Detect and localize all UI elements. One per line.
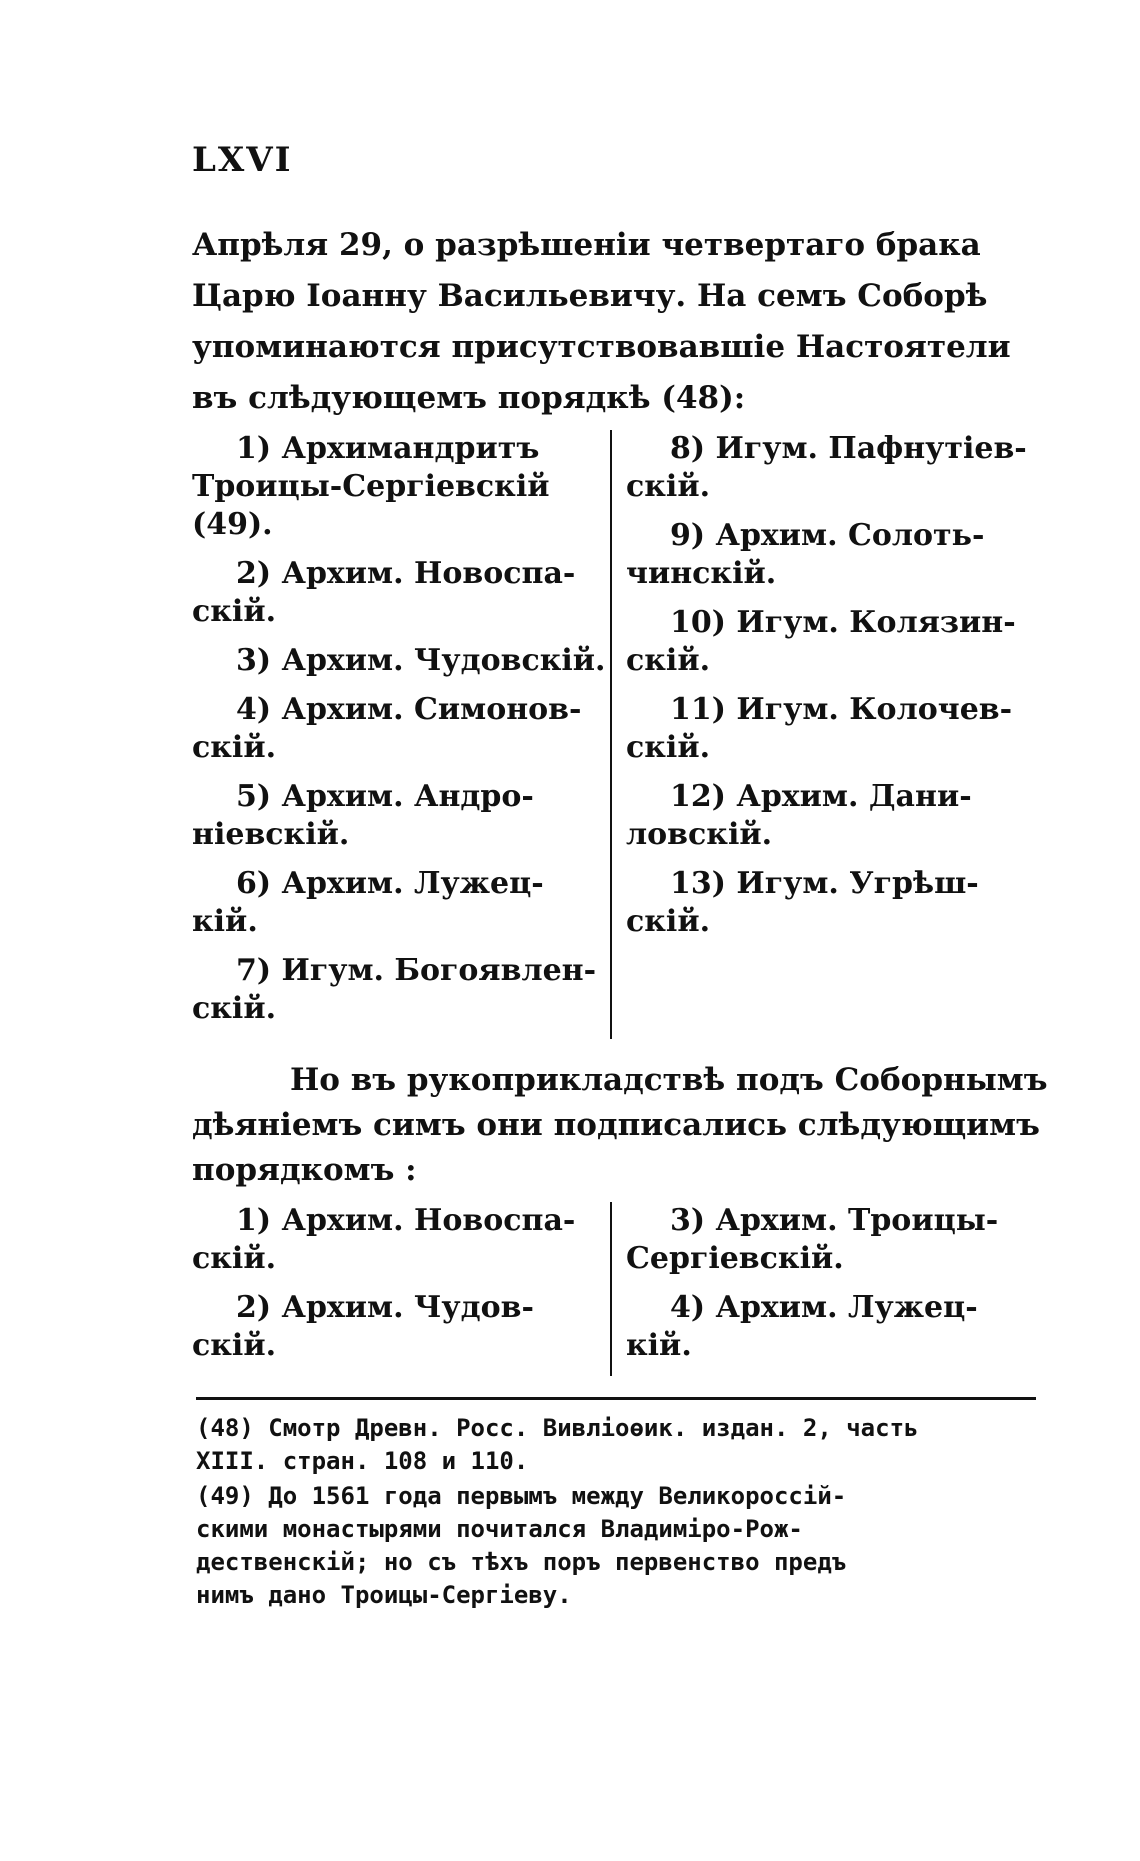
list-item-line: чинскій.: [626, 556, 777, 591]
list-item: [626, 1202, 1034, 1278]
list-item-line: Сергіевскій.: [626, 1241, 844, 1276]
footnotes: [196, 1412, 1046, 1614]
list-item-line: кій.: [192, 904, 258, 939]
list-item: [192, 865, 602, 941]
list-item: [192, 778, 602, 854]
list-item-line: скій.: [192, 1241, 277, 1276]
list-item-line: скій.: [192, 991, 277, 1026]
list-item: [626, 604, 1034, 680]
list-item-line: 11) Игум. Колочев-: [670, 692, 1013, 727]
list-item: [626, 517, 1034, 593]
list-item-line: ловскій.: [626, 817, 773, 852]
second-list: [192, 1202, 1034, 1376]
list-item: [192, 555, 602, 631]
list-item: [192, 691, 602, 767]
footnote-rule: [196, 1397, 1036, 1400]
list-item-line: 4) Архим. Симонов-: [236, 692, 582, 727]
list-item-line: 3) Архим. Троицы-: [670, 1203, 999, 1238]
list-item-line: (49).: [192, 507, 273, 542]
footnote-48: [196, 1412, 1046, 1478]
list-item-line: 2) Архим. Чудов-: [236, 1290, 534, 1325]
second-intro-line: Но въ рукоприкладствѣ подъ Соборнымъ: [290, 1062, 1048, 1098]
second-list-right-column: [612, 1202, 1034, 1376]
footnote-49: [196, 1480, 1046, 1612]
list-item: [192, 430, 602, 544]
list-item-line: 10) Игум. Колязин-: [670, 605, 1016, 640]
list-item-line: 12) Архим. Дани-: [670, 779, 972, 814]
list-item-line: 13) Игум. Угрѣш-: [670, 866, 979, 901]
list-item-line: скій.: [192, 1328, 277, 1363]
intro-line: въ слѣдующемъ порядкѣ (48):: [192, 380, 746, 416]
first-list-right-column: [612, 430, 1034, 1039]
intro-paragraph: [192, 220, 1034, 424]
list-item: [626, 691, 1034, 767]
list-item-line: 7) Игум. Богоявлен-: [236, 953, 597, 988]
list-item: [626, 430, 1034, 506]
second-intro-line: порядкомъ :: [192, 1152, 417, 1188]
list-item-line: 5) Архим. Андро-: [236, 779, 534, 814]
intro-line: Царю Іоанну Васильевичу. На семъ Соборѣ: [192, 278, 988, 314]
list-item-line: кій.: [626, 1328, 692, 1363]
footnote-line: нимъ дано Троицы-Сергіеву.: [196, 1581, 572, 1609]
list-item-line: 8) Игум. Пафнутіев-: [670, 431, 1027, 466]
list-item-line: скій.: [626, 904, 711, 939]
list-item-line: скій.: [626, 730, 711, 765]
list-item-line: 3) Архим. Чудовскій.: [236, 643, 606, 678]
list-item-line: 6) Архим. Лужец-: [236, 866, 544, 901]
list-item-line: 4) Архим. Лужец-: [670, 1290, 978, 1325]
list-item-line: скій.: [626, 643, 711, 678]
second-list-left-column: [192, 1202, 610, 1376]
first-list-left-column: [192, 430, 610, 1039]
list-item: [192, 1202, 602, 1278]
list-item: [192, 952, 602, 1028]
list-item: [626, 865, 1034, 941]
intro-line: Апрѣля 29, о разрѣшеніи четвертаго брака: [192, 227, 981, 263]
list-item-line: 9) Архим. Солоть-: [670, 518, 985, 553]
list-item: [192, 642, 606, 680]
list-item-line: скій.: [192, 730, 277, 765]
list-item-line: скій.: [626, 469, 711, 504]
list-item: [626, 1289, 1034, 1365]
page-number: LXVI: [192, 140, 293, 180]
intro-line: упоминаются присутствовавшіе Настоятели: [192, 329, 1011, 365]
footnote-line: XIII. стран. 108 и 110.: [196, 1447, 529, 1475]
footnote-line: (49) До 1561 года первымъ между Великороссій-: [196, 1482, 847, 1510]
footnote-line: (48) Смотр Древн. Росс. Вивліоѳик. издан. 2, часть: [196, 1414, 919, 1442]
footnote-line: дественскій; но съ тѣхъ поръ первенство предъ: [196, 1548, 847, 1576]
footnote-line: скими монастырями почитался Владиміро-Рож-: [196, 1515, 803, 1543]
list-item: [626, 778, 1034, 854]
list-item-line: 1) Архимандритъ: [236, 431, 540, 466]
list-item-line: ніевскій.: [192, 817, 350, 852]
second-intro-line: дѣяніемъ симъ они подписались слѣдующимъ: [192, 1107, 1040, 1143]
list-item-line: 2) Архим. Новоспа-: [236, 556, 576, 591]
first-list: [192, 430, 1034, 1039]
list-item-line: скій.: [192, 594, 277, 629]
second-intro-paragraph: [192, 1058, 1048, 1193]
list-item-line: Троицы-Сергіевскій: [192, 469, 550, 504]
list-item: [192, 1289, 602, 1365]
list-item-line: 1) Архим. Новоспа-: [236, 1203, 576, 1238]
